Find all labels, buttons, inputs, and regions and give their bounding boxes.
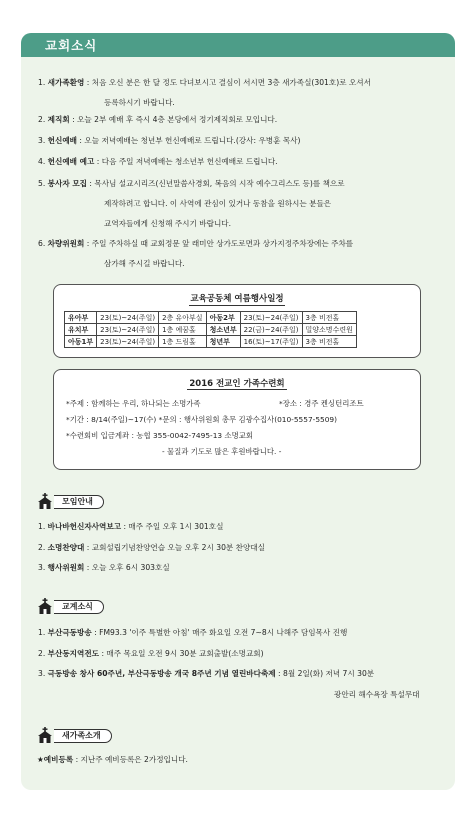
camp-period-contact: *기간 : 8/14(주일)~17(수) *문의 : 행사위원회 총무 김광수집사(010-5557-5509) bbox=[66, 415, 338, 424]
news-item-5-cont2: 교역자들에게 신청해 주시기 바랍니다. bbox=[104, 219, 232, 228]
church-icon bbox=[37, 727, 53, 743]
dept-cell: 유치부 bbox=[65, 324, 97, 336]
camp-note: - 물질과 기도로 많은 후원바랍니다. - bbox=[162, 447, 282, 456]
camp-account: *수련회비 입금계좌 : 농협 355-0042-7495-13 소명교회 bbox=[66, 431, 254, 440]
camp-location: *장소 : 경주 켄싱턴리조트 bbox=[279, 399, 364, 408]
church-icon bbox=[37, 598, 53, 614]
news-item-4: 4. 헌신예배 예고 : 다음 주일 저녁예배는 청소년부 헌신예배로 드립니다. bbox=[38, 157, 278, 166]
dept-cell: 아동1부 bbox=[65, 336, 97, 348]
churchnews-item-2: 2. 부산동지역전도 : 매주 목요일 오전 9시 30분 교회출발(소명교회) bbox=[38, 649, 264, 658]
place-cell: 2층 유아부실 bbox=[159, 312, 207, 324]
place-cell: 1층 예꿈홀 bbox=[159, 324, 207, 336]
date-cell: 23(토)~24(주일) bbox=[97, 336, 159, 348]
summer-schedule-box bbox=[53, 284, 421, 358]
date-cell: 23(토)~24(주일) bbox=[97, 324, 159, 336]
summer-schedule-table bbox=[64, 311, 357, 348]
place-cell: 3층 비전홀 bbox=[302, 312, 356, 324]
news-item-5-cont: 제작하려고 합니다. 이 사역에 관심이 있거나 동참을 원하시는 분들은 bbox=[104, 199, 332, 208]
newfamily-item: ★예비등록 : 지난주 예비등록은 2가정입니다. bbox=[37, 755, 188, 764]
header-bar bbox=[21, 33, 455, 57]
date-cell: 22(금)~24(주일) bbox=[240, 324, 302, 336]
churchnews-item-3: 3. 극동방송 창사 60주년, 부산극동방송 개국 8주년 기념 열린바다축제 : 8월 2일(화) 저녁 7시 30분 bbox=[38, 669, 375, 678]
church-icon bbox=[37, 493, 53, 509]
family-camp-title: 2016 전교인 가족수련회 bbox=[189, 379, 285, 389]
dept-cell: 청년부 bbox=[206, 336, 240, 348]
dept-cell: 청소년부 bbox=[206, 324, 240, 336]
divider bbox=[189, 305, 285, 306]
table-row bbox=[65, 312, 357, 324]
table-row bbox=[65, 324, 357, 336]
news-item-6: 6. 차량위원회 : 주일 주차하실 때 교회정문 앞 래미안 상가도로면과 상가지정주차장에는 주차를 bbox=[38, 239, 354, 248]
date-cell: 16(토)~17(주일) bbox=[240, 336, 302, 348]
news-item-2: 2. 제직회 : 오늘 2부 예배 후 즉시 4층 본당에서 정기제직회로 모입니다. bbox=[38, 115, 278, 124]
meeting-item-2: 2. 소명찬양대 : 교회설립기념찬양연습 오늘 오후 2시 30분 찬양대실 bbox=[38, 543, 266, 552]
place-cell: 3층 비전홀 bbox=[302, 336, 356, 348]
news-item-1-cont: 등록하시기 바랍니다. bbox=[104, 98, 175, 107]
news-item-1: 1. 새가족환영 : 처음 오신 분은 한 달 정도 다녀보시고 결심이 서시면 3층 새가족실(301호)로 오셔서 bbox=[38, 78, 371, 87]
dept-cell: 아동2부 bbox=[206, 312, 240, 324]
dept-cell: 유아부 bbox=[65, 312, 97, 324]
date-cell: 23(토)~24(주일) bbox=[97, 312, 159, 324]
summer-schedule-title: 교육공동체 여름행사일정 bbox=[190, 294, 284, 304]
place-cell: 밀양소명수련원 bbox=[302, 324, 356, 336]
meeting-item-3: 3. 행사위원회 : 오늘 오후 6시 303호실 bbox=[38, 563, 170, 572]
table-row bbox=[65, 336, 357, 348]
news-item-5: 5. 봉사자 모집 : 목사님 설교시리즈(신년말씀사경회, 복음의 시작 예수그리스도 등)를 책으로 bbox=[38, 179, 345, 188]
page-title: 교회소식 bbox=[45, 38, 98, 53]
camp-theme: *주제 : 함께하는 우리, 하나되는 소명가족 bbox=[66, 399, 201, 408]
newfamily-title: 새가족소개 bbox=[54, 729, 112, 743]
news-item-3: 3. 헌신예배 : 오늘 저녁예배는 청년부 헌신예배로 드립니다.(강사: 우병훈 목사) bbox=[38, 136, 301, 145]
meeting-item-1: 1. 바나바헌신자사역보고 : 매주 주일 오후 1시 301호실 bbox=[38, 522, 224, 531]
meetings-title: 모임안내 bbox=[54, 495, 104, 509]
divider bbox=[187, 389, 287, 390]
churchnews-title: 교계소식 bbox=[54, 600, 104, 614]
news-item-6-cont: 삼가해 주시길 바랍니다. bbox=[104, 259, 185, 268]
family-camp-box bbox=[53, 369, 421, 470]
date-cell: 23(토)~24(주일) bbox=[240, 312, 302, 324]
place-cell: 1층 드림홀 bbox=[159, 336, 207, 348]
churchnews-item-1: 1. 부산극동방송 : FM93.3 '이주 특별한 아침' 매주 화요일 오전 7~8시 나해주 담임목사 진행 bbox=[38, 628, 348, 637]
churchnews-item-3-cont: 광안리 해수욕장 특설무대 bbox=[334, 690, 420, 699]
